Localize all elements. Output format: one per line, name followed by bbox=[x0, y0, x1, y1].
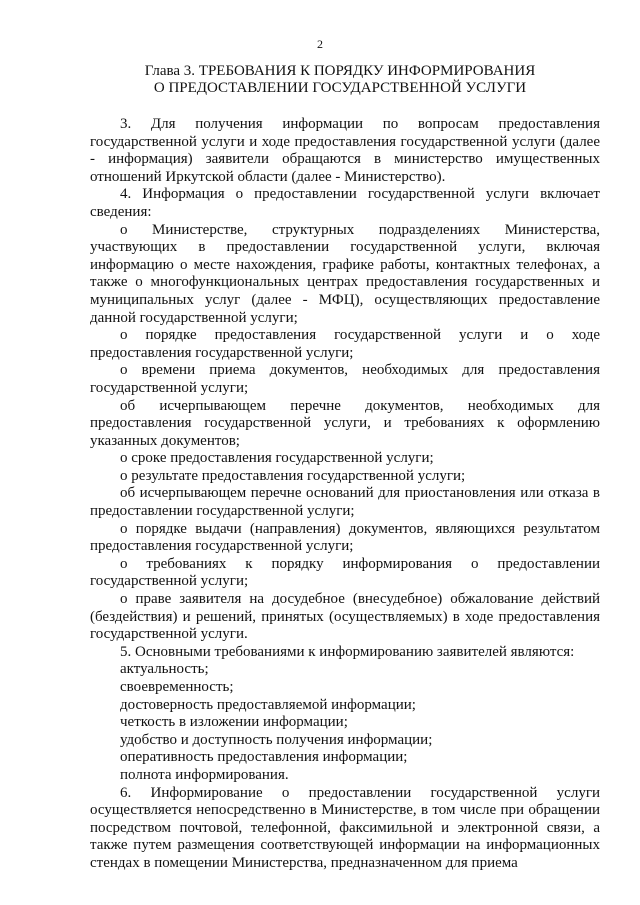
paragraph-item-4: 4. Информация о предоставлении государственной услуги включает сведения: bbox=[90, 186, 600, 220]
paragraph-item-3: 3. Для получения информации по вопросам предоставления государственной услуги и ходе предоставления государственной услуги (далее - информация) заявители обращаются в министерство имущественных отношений Иркутской области (далее - Министерство). bbox=[90, 116, 600, 185]
list-item: об исчерпывающем перечне оснований для приостановления или отказа в предоставлении государственной услуги; bbox=[90, 485, 600, 520]
list-item: актуальность; bbox=[120, 661, 209, 678]
list-item: оперативность предоставления информации; bbox=[120, 749, 408, 766]
paragraph-item-5: 5. Основными требованиями к информированию заявителей являются: bbox=[120, 643, 575, 660]
list-item: о порядке предоставления государственной услуги и о ходе предоставления государственной услуги; bbox=[90, 327, 600, 361]
list-item: полнота информирования. bbox=[120, 766, 289, 783]
list-item: о праве заявителя на досудебное (внесудебное) обжалование действий (бездействия) и решений, принятых (осуществляемых) в ходе предоставления государственной услуги. bbox=[90, 591, 600, 643]
list-item: о времени приема документов, необходимых для предоставления государственной услуги; bbox=[90, 362, 600, 396]
list-item: достоверность предоставляемой информации; bbox=[120, 696, 416, 713]
list-item: о результате предоставления государственной услуги; bbox=[120, 467, 466, 484]
chapter-title bbox=[120, 63, 560, 97]
chapter-title-line-2: О ПРЕДОСТАВЛЕНИИ ГОСУДАРСТВЕННОЙ УСЛУГИ bbox=[153, 80, 527, 96]
list-item: четкость в изложении информации; bbox=[120, 714, 348, 731]
list-item: об исчерпывающем перечне документов, необходимых для предоставления государственной услуги, и требованиях к оформлению указанных документов; bbox=[90, 397, 600, 449]
list-item: своевременность; bbox=[120, 679, 234, 695]
list-item: удобство и доступность получения информации; bbox=[120, 731, 433, 748]
list-item: о порядке выдачи (направления) документов, являющихся результатом предоставления государственной услуги; bbox=[90, 520, 600, 555]
list-item: о сроке предоставления государственной услуги; bbox=[120, 450, 434, 467]
document-body bbox=[90, 116, 600, 873]
chapter-title-line-1: Глава 3. ТРЕБОВАНИЯ К ПОРЯДКУ ИНФОРМИРОВАНИЯ bbox=[144, 63, 536, 79]
page-number: 2 bbox=[317, 37, 323, 51]
list-item: о требованиях к порядку информирования о предоставлении государственной услуги; bbox=[90, 555, 600, 590]
paragraph-item-6: 6. Информирование о предоставлении государственной услуги осуществляется непосредственно в Министерстве, в том числе при обращении посредством почтовой, телефонной, факсимильной и электронной связи, а также путем размещения соответствующей информации на информационных стендах в помещении Министерства, предназначенном для приема bbox=[90, 784, 600, 871]
list-item: о Министерстве, структурных подразделениях Министерства, участвующих в предоставлении государственной услуги, включая информацию о месте нахождения, графике работы, контактных телефонах, а также о многофункциональных центрах предоставления государственных и муниципальных услуг (далее - МФЦ), осуществляющих предоставление данной государственной услуги; bbox=[90, 221, 600, 326]
